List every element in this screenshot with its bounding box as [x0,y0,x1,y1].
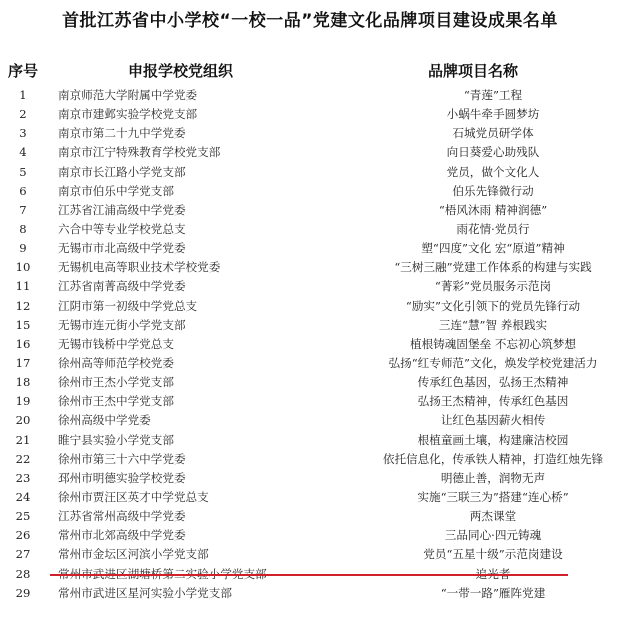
row-serial-number: 26 [15,528,31,543]
table-row [0,450,620,469]
row-serial-number: 2 [19,107,27,122]
row-serial-number: 7 [19,202,27,217]
row-serial-number: 4 [19,145,27,160]
row-brand-project-name: 弘扬王杰精神，传承红色基因 [417,394,569,409]
row-school-party-organization: 徐州市王杰中学党支部 [58,394,174,409]
row-brand-project-name: 两杰课堂 [469,509,517,524]
table-row [0,277,620,296]
row-school-party-organization: 常州市武进区星河实验小学党支部 [58,585,232,600]
table-row [0,201,620,220]
page-title: 首批江苏省中小学校“一校一品”党建文化品牌项目建设成果名单 [62,11,558,31]
table-row [0,182,620,201]
row-serial-number: 29 [15,585,31,600]
row-serial-number: 18 [15,375,31,390]
row-serial-number: 27 [15,547,31,562]
row-serial-number: 11 [15,279,31,294]
row-serial-number: 17 [15,355,31,370]
table-row [0,392,620,411]
row-brand-project-name: “励实”文化引领下的党员先锋行动 [405,298,581,313]
row-school-party-organization: 无锡市连元街小学党支部 [58,317,186,332]
header-serial-number: 序号 [8,62,39,80]
row-school-party-organization: 南京市长江路小学党支部 [58,164,186,179]
row-school-party-organization: 徐州市贾汪区英才中学党总支 [58,489,209,504]
row-school-party-organization: 南京市第二十九中学党委 [58,126,186,141]
row-brand-project-name: 党员，做个文化人 [446,164,540,179]
table-row [0,526,620,545]
header-school-party-organization: 申报学校党组织 [128,62,234,80]
table-row [0,545,620,564]
row-school-party-organization: 徐州市王杰小学党支部 [58,375,174,390]
highlight-underline [50,574,568,576]
row-brand-project-name: 植根铸魂固堡垒 不忘初心筑梦想 [410,336,576,351]
row-serial-number: 6 [19,183,27,198]
table-body [0,86,620,603]
row-brand-project-name: 弘扬“红专师范”文化，焕发学校党建活力 [388,355,598,370]
row-brand-project-name: 明德止善，润物无声 [440,470,546,485]
row-school-party-organization: 南京师范大学附属中学党委 [58,88,198,102]
row-serial-number: 3 [19,126,27,141]
table-row [0,105,620,124]
row-brand-project-name: 伯乐先锋微行动 [452,183,534,198]
row-brand-project-name: 让红色基因薪火相传 [440,413,546,428]
table-row [0,316,620,335]
table-header [0,60,620,82]
row-serial-number: 16 [15,336,31,351]
table-row [0,411,620,430]
row-serial-number: 22 [15,451,31,466]
table-row [0,373,620,392]
row-school-party-organization: 徐州高级中学党委 [58,413,151,428]
row-brand-project-name: 三连“慧”智 养根践实 [438,317,548,332]
row-school-party-organization: 徐州高等师范学校党委 [58,355,174,370]
row-school-party-organization: 常州市金坛区河滨小学党支部 [58,547,209,562]
row-serial-number: 28 [15,566,31,581]
row-school-party-organization: 无锡市市北高级中学党委 [58,241,186,256]
table-row [0,86,620,105]
table-row [0,335,620,354]
table-row [0,124,620,143]
row-brand-project-name: 根植童画土壤，构建廉洁校园 [417,432,569,447]
row-serial-number: 15 [15,317,31,332]
row-school-party-organization: 无锡机电高等职业技术学校党委 [58,260,221,275]
row-brand-project-name: “三树三融”党建工作体系的构建与实践 [394,260,592,275]
row-serial-number: 20 [15,413,31,428]
row-school-party-organization: 南京市江宁特殊教育学校党支部 [58,145,221,160]
row-brand-project-name: 依托信息化，传承铁人精神，打造红烛先锋 [382,451,604,466]
row-serial-number: 12 [15,298,31,313]
row-serial-number: 9 [19,241,27,256]
row-serial-number: 5 [19,164,27,179]
row-brand-project-name: 小蜗牛牵手圆梦坊 [446,107,540,122]
row-brand-project-name: “一带一路”雁阵党建 [440,585,546,600]
table-row [0,507,620,526]
header-brand-project-name: 品牌项目名称 [428,62,519,80]
row-brand-project-name: 实施“三联三为”搭建“连心桥” [417,489,569,504]
table-row [0,239,620,258]
row-school-party-organization: 睢宁县实验小学党支部 [58,432,174,447]
row-school-party-organization: 南京市建邺实验学校党支部 [58,107,198,122]
row-school-party-organization: 徐州市第三十六中学党委 [58,451,186,466]
table-row [0,297,620,316]
table-row [0,431,620,450]
row-serial-number: 23 [15,470,31,485]
row-brand-project-name: 党员“五星十级”示范岗建设 [423,547,563,562]
row-serial-number: 19 [15,394,31,409]
row-serial-number: 10 [15,260,31,275]
row-serial-number: 25 [15,509,31,524]
row-serial-number: 1 [19,88,27,102]
table-row [0,220,620,239]
table-row [0,143,620,162]
row-school-party-organization: 南京市伯乐中学党支部 [58,183,174,198]
row-serial-number: 8 [19,221,27,236]
row-brand-project-name: 向日葵爱心助残队 [446,145,540,160]
table-row [0,488,620,507]
row-school-party-organization: 江阴市第一初级中学党总支 [58,298,198,313]
row-serial-number: 21 [15,432,31,447]
row-school-party-organization: 江苏省江浦高级中学党委 [58,202,186,217]
table-row [0,354,620,373]
row-school-party-organization: 邳州市明德实验学校党委 [58,470,186,485]
table-row [0,584,620,603]
row-brand-project-name: 塑“四度”文化 宏“原道”精神 [421,241,565,256]
row-brand-project-name: 雨花情·党员行 [456,221,530,236]
table-row [0,163,620,182]
row-brand-project-name: “菁彩”党员服务示范岗 [434,279,552,294]
table-row [0,258,620,277]
row-school-party-organization: 江苏省常州高级中学党委 [58,509,186,524]
row-brand-project-name: 传承红色基因，弘扬王杰精神 [417,375,569,390]
row-brand-project-name: “梧风沐雨 精神润德” [438,202,548,217]
row-brand-project-name: 三品同心·四元铸魂 [444,528,542,543]
row-brand-project-name: “青莲”工程 [463,88,523,102]
row-school-party-organization: 无锡市钱桥中学党总支 [58,336,174,351]
row-school-party-organization: 常州市北郊高级中学党委 [58,528,186,543]
row-school-party-organization: 六合中等专业学校党总支 [58,221,186,236]
row-brand-project-name: 石城党员研学体 [452,126,534,141]
row-school-party-organization: 江苏省南菁高级中学党委 [58,279,186,294]
table-row [0,469,620,488]
row-serial-number: 24 [15,489,31,504]
